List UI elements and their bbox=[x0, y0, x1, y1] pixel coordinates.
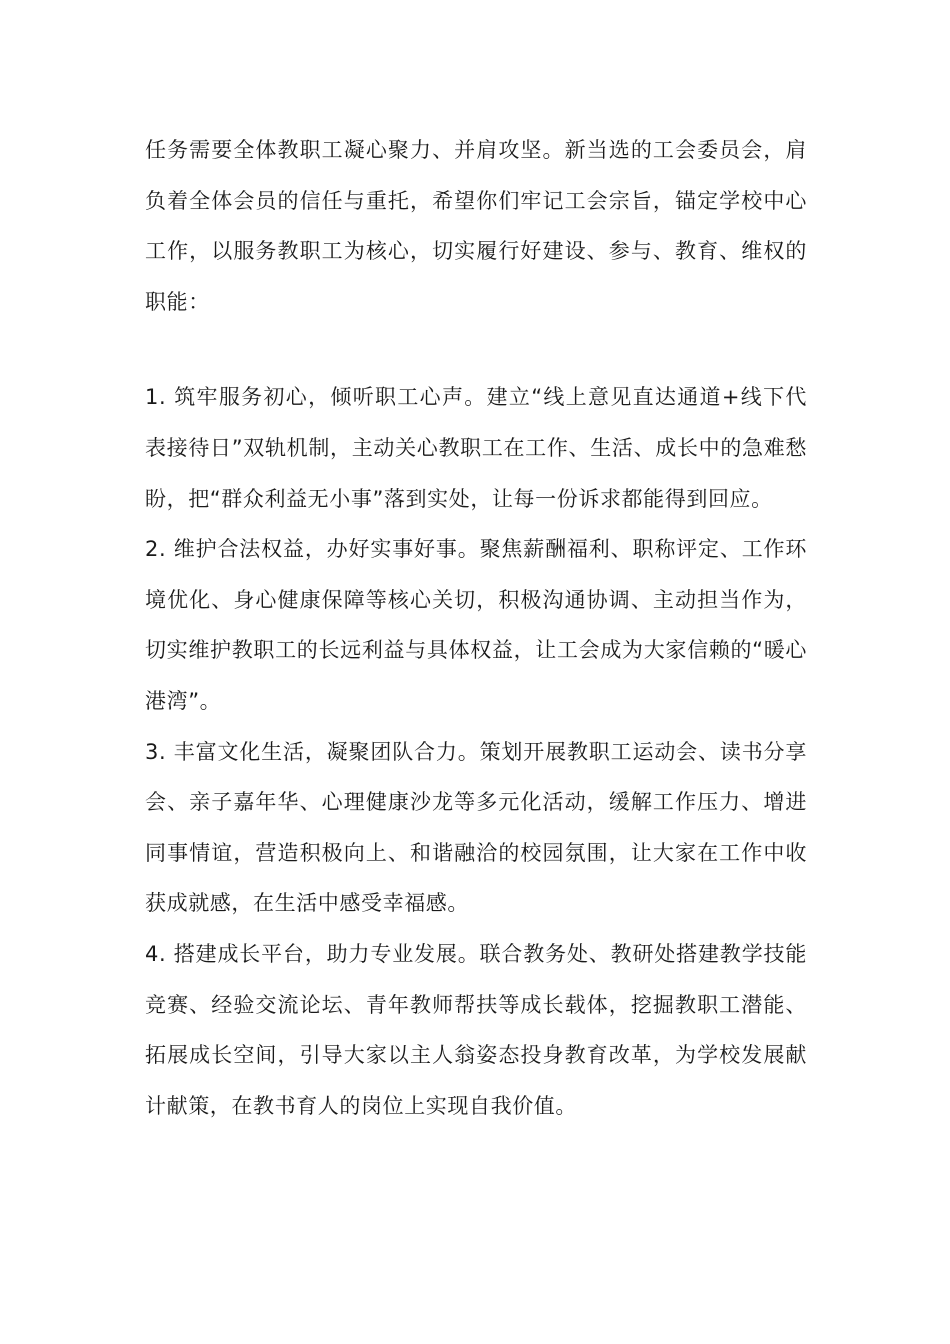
list-item-3: 3. 丰富文化生活，凝聚团队合力。策划开展教职工运动会、读书分享会、亲子嘉年华、心理健康沙龙等多元化活动，缓解工作压力、增进同事情谊，营造积极向上、和谐融洽的校园氛围，让大家在工作中收获成就感，在生活中感受幸福感。 bbox=[145, 739, 807, 916]
list-item-4: 4. 搭建成长平台，助力专业发展。联合教务处、教研处搭建教学技能竞赛、经验交流论坛、青年教师帮扶等成长载体，挖掘教职工潜能、拓展成长空间，引导大家以主人翁姿态投身教育改革，为学校发展献计献策，在教书育人的岗位上实现自我价值。 bbox=[145, 941, 807, 1118]
intro-paragraph: 任务需要全体教职工凝心聚力、并肩攻坚。新当选的工会委员会，肩负着全体会员的信任与重托，希望你们牢记工会宗旨，锚定学校中心工作，以服务教职工为核心，切实履行好建设、参与、教育、维权的职能： bbox=[145, 138, 807, 314]
list-item-1: 1. 筑牢服务初心，倾听职工心声。建立“线上意见直达通道+线下代表接待日”双轨机制，主动关心教职工在工作、生活、成长中的急难愁盼，把“群众利益无小事”落到实处，让每一份诉求都能得到回应。 bbox=[145, 385, 807, 511]
list-item-2: 2. 维护合法权益，办好实事好事。聚焦薪酬福利、职称评定、工作环境优化、身心健康保障等核心关切，积极沟通协调、主动担当作为，切实维护教职工的长远利益与具体权益，让工会成为大家信赖的“暖心港湾”。 bbox=[145, 537, 807, 713]
document-body bbox=[145, 125, 807, 1131]
paragraph-spacer bbox=[145, 327, 807, 372]
